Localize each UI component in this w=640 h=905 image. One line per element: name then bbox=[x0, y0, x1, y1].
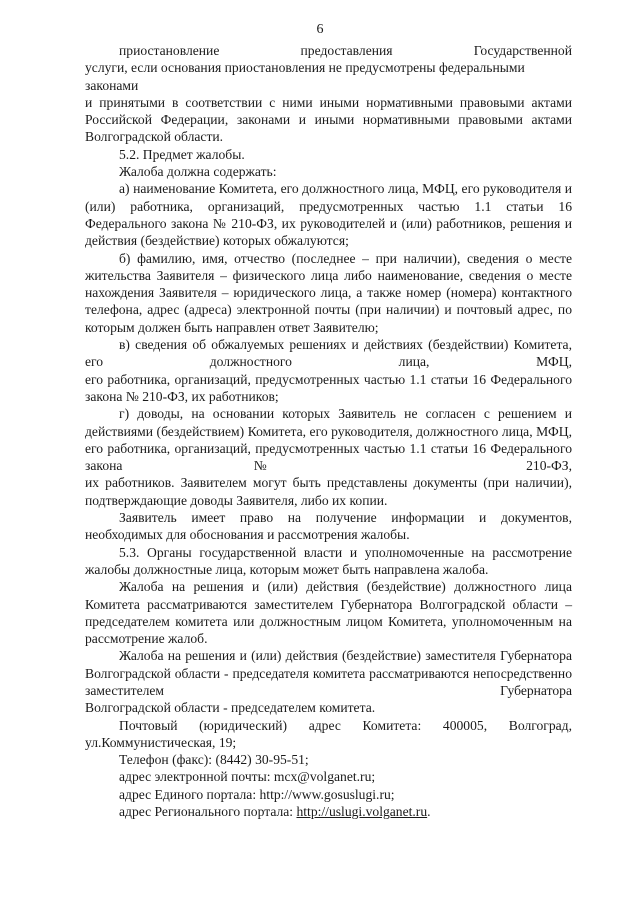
document-body bbox=[85, 42, 572, 820]
section-5-3-heading: 5.3. Органы государственной власти и уполномоченные на рассмотрение жалобы должностные лица, которым может быть направлена жалоба. bbox=[85, 544, 572, 577]
paragraph-deputy-complaint-end: Волгоградской области - председателем комитета. bbox=[85, 700, 376, 716]
item-v: в) сведения об обжалуемых решениях и действиях (бездействии) Комитета, его должностного лица, МФЦ, bbox=[85, 337, 572, 370]
page-number: 6 bbox=[316, 22, 324, 37]
complaint-contents-intro: Жалоба должна содержать: bbox=[119, 164, 277, 180]
paragraph-suspension-end: приостановление предоставления Государственной bbox=[119, 43, 572, 58]
regional-portal-label: адрес Регионального портала: bbox=[119, 804, 297, 820]
section-5-2-heading: 5.2. Предмет жалобы. bbox=[119, 146, 245, 162]
item-a: а) наименование Комитета, его должностного лица, МФЦ, его руководителя и (или) работника, организаций, предусмотренных частью 1.1 статьи 16 Федерального закона № 210-ФЗ, их руководителей и (или) работников, решения и действия (бездействие) которых обжалуются; bbox=[85, 181, 572, 249]
phone-fax: Телефон (факс): (8442) 30-95-51; bbox=[119, 752, 309, 768]
paragraph-federal-laws: услуги, если основания приостановления не предусмотрены федеральными законами bbox=[85, 60, 525, 93]
item-g: г) доводы, на основании которых Заявитель не согласен с решением и действиями (бездействием) Комитета, его руководителя, должностного лица, МФЦ, его работника, организаций, предусмотренных частью 1.1 статьи 16 Федерального закона № 210-ФЗ, bbox=[85, 406, 572, 474]
postal-address: Почтовый (юридический) адрес Комитета: 400005, Волгоград, ул.Коммунистическая, 19; bbox=[85, 717, 572, 750]
item-g-continuation: их работников. Заявителем могут быть представлены документы (при наличии), подтверждающие доводы Заявителя, либо их копии. bbox=[85, 475, 572, 508]
paragraph-official-complaint: Жалоба на решения и (или) действия (бездействие) должностного лица Комитета рассматриваются заместителем Губернатора Волгоградской области – председателем комитета или должностным лицом Комитета, уполномоченным на рассмотрение жалоб. bbox=[85, 579, 572, 647]
paragraph-legal-acts: и принятыми в соответствии с ними иными нормативными правовыми актами Российской Федерации, законами и иными нормативными правовыми актами Волгоградской области. bbox=[85, 94, 572, 145]
paragraph-deputy-complaint: Жалоба на решения и (или) действия (бездействие) заместителя Губернатора Волгоградской области - председателя комитета рассматриваются непосредственно заместителем Губернатора bbox=[85, 648, 572, 698]
item-b: б) фамилию, имя, отчество (последнее – при наличии), сведения о месте жительства Заявителя – физического лица либо наименование, сведения о месте нахождения Заявителя – юридического лица, а также номер (номера) контактного телефона, адрес (адреса) электронной почты (при наличии) и почтовый адрес, по которым должен быть направлен ответ Заявителю; bbox=[85, 250, 572, 335]
item-v-continuation: его работника, организаций, предусмотренных частью 1.1 статьи 16 Федерального закона № 210-ФЗ, их работников; bbox=[85, 371, 572, 404]
regional-portal-link[interactable]: http://uslugi.volganet.ru bbox=[296, 804, 428, 820]
unified-portal-address: адрес Единого портала: http://www.gosuslugi.ru; bbox=[119, 786, 395, 802]
email-address: адрес электронной почты: mcx@volganet.ru; bbox=[119, 769, 376, 785]
regional-portal-line bbox=[85, 803, 572, 820]
regional-portal-period: . bbox=[427, 804, 431, 820]
paragraph-applicant-rights: Заявитель имеет право на получение информации и документов, необходимых для обоснования и рассмотрения жалобы. bbox=[85, 510, 572, 543]
